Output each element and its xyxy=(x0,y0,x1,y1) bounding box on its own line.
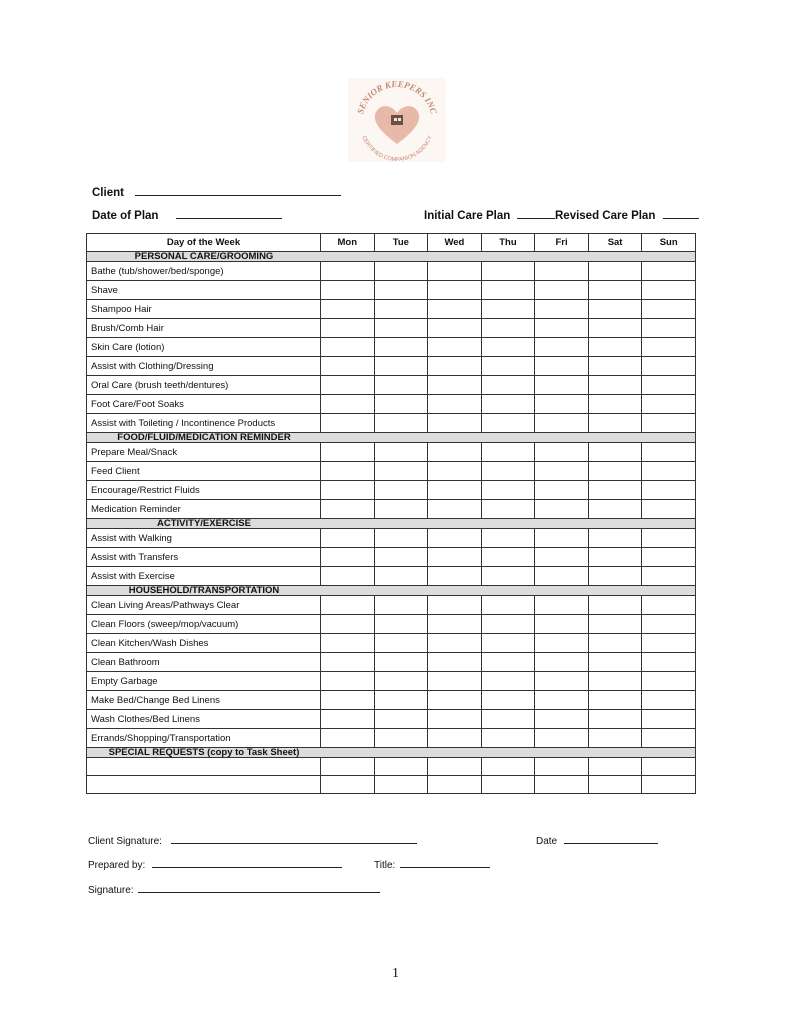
table-row xyxy=(87,672,696,691)
day-checkbox-cell[interactable] xyxy=(642,395,696,414)
day-checkbox-cell[interactable] xyxy=(642,443,696,462)
day-checkbox-cell[interactable] xyxy=(321,596,375,615)
day-checkbox-cell[interactable] xyxy=(374,672,428,691)
table-header-row xyxy=(87,234,696,252)
day-checkbox-cell[interactable] xyxy=(642,596,696,615)
day-checkbox-cell[interactable] xyxy=(428,529,482,548)
day-checkbox-cell[interactable] xyxy=(481,357,535,376)
day-checkbox-cell[interactable] xyxy=(642,338,696,357)
task-label: Assist with Exercise xyxy=(87,567,321,586)
day-checkbox-cell[interactable] xyxy=(321,462,375,481)
table-row xyxy=(87,758,696,776)
day-checkbox-cell[interactable] xyxy=(481,729,535,748)
table-row xyxy=(87,548,696,567)
prepared-by-line[interactable] xyxy=(152,856,342,868)
day-checkbox-cell[interactable] xyxy=(428,319,482,338)
special-request-cell[interactable] xyxy=(87,758,321,776)
day-checkbox-cell[interactable] xyxy=(428,653,482,672)
day-checkbox-cell[interactable] xyxy=(428,395,482,414)
table-row xyxy=(87,338,696,357)
day-checkbox-cell[interactable] xyxy=(428,262,482,281)
day-checkbox-cell[interactable] xyxy=(374,615,428,634)
day-checkbox-cell[interactable] xyxy=(374,710,428,729)
day-checkbox-cell[interactable] xyxy=(535,443,589,462)
day-checkbox-cell[interactable] xyxy=(535,281,589,300)
day-checkbox-cell[interactable] xyxy=(481,653,535,672)
signature-label: Signature: xyxy=(88,885,134,896)
day-checkbox-cell[interactable] xyxy=(642,758,696,776)
day-checkbox-cell[interactable] xyxy=(535,357,589,376)
day-checkbox-cell[interactable] xyxy=(321,300,375,319)
table-row xyxy=(87,319,696,338)
day-checkbox-cell[interactable] xyxy=(588,710,642,729)
day-checkbox-cell[interactable] xyxy=(588,758,642,776)
table-row xyxy=(87,414,696,433)
day-checkbox-cell[interactable] xyxy=(535,729,589,748)
day-checkbox-cell[interactable] xyxy=(374,653,428,672)
day-checkbox-cell[interactable] xyxy=(481,596,535,615)
day-checkbox-cell[interactable] xyxy=(588,338,642,357)
day-checkbox-cell[interactable] xyxy=(642,653,696,672)
day-checkbox-cell[interactable] xyxy=(374,481,428,500)
date-of-plan-label: Date of Plan xyxy=(92,210,159,222)
day-checkbox-cell[interactable] xyxy=(428,758,482,776)
day-checkbox-cell[interactable] xyxy=(588,615,642,634)
day-checkbox-cell[interactable] xyxy=(374,443,428,462)
day-checkbox-cell[interactable] xyxy=(642,634,696,653)
day-checkbox-cell[interactable] xyxy=(535,776,589,794)
date-label: Date xyxy=(536,836,558,847)
task-label: Assist with Toileting / Incontinence Products xyxy=(87,414,321,433)
day-checkbox-cell[interactable] xyxy=(481,443,535,462)
task-label: Assist with Walking xyxy=(87,529,321,548)
day-checkbox-cell[interactable] xyxy=(642,776,696,794)
day-checkbox-cell[interactable] xyxy=(535,319,589,338)
day-checkbox-cell[interactable] xyxy=(481,567,535,586)
day-checkbox-cell[interactable] xyxy=(481,395,535,414)
prepared-by-field[interactable] xyxy=(88,856,342,871)
day-checkbox-cell[interactable] xyxy=(588,596,642,615)
day-checkbox-cell[interactable] xyxy=(321,262,375,281)
day-checkbox-cell[interactable] xyxy=(535,710,589,729)
table-row xyxy=(87,529,696,548)
day-checkbox-cell[interactable] xyxy=(481,481,535,500)
day-checkbox-cell[interactable] xyxy=(428,300,482,319)
day-checkbox-cell[interactable] xyxy=(535,500,589,519)
care-plan-table xyxy=(86,233,696,794)
day-checkbox-cell[interactable] xyxy=(588,548,642,567)
day-checkbox-cell[interactable] xyxy=(374,776,428,794)
day-checkbox-cell[interactable] xyxy=(481,462,535,481)
table-row xyxy=(87,262,696,281)
day-checkbox-cell[interactable] xyxy=(428,634,482,653)
title-label: Title: xyxy=(374,860,396,871)
section-title: SPECIAL REQUESTS (copy to Task Sheet) xyxy=(108,747,300,758)
table-row xyxy=(87,443,696,462)
task-label: Medication Reminder xyxy=(87,500,321,519)
day-checkbox-cell[interactable] xyxy=(374,300,428,319)
day-checkbox-cell[interactable] xyxy=(481,338,535,357)
day-checkbox-cell[interactable] xyxy=(588,776,642,794)
day-checkbox-cell[interactable] xyxy=(374,462,428,481)
day-checkbox-cell[interactable] xyxy=(321,710,375,729)
header-thu: Thu xyxy=(481,234,535,252)
task-label: Shampoo Hair xyxy=(87,300,321,319)
day-checkbox-cell[interactable] xyxy=(428,710,482,729)
day-checkbox-cell[interactable] xyxy=(481,691,535,710)
table-row xyxy=(87,395,696,414)
day-checkbox-cell[interactable] xyxy=(588,481,642,500)
day-checkbox-cell[interactable] xyxy=(535,529,589,548)
title-field[interactable] xyxy=(374,856,490,871)
day-checkbox-cell[interactable] xyxy=(588,357,642,376)
day-checkbox-cell[interactable] xyxy=(374,758,428,776)
section-title: FOOD/FLUID/MEDICATION REMINDER xyxy=(117,432,291,443)
day-checkbox-cell[interactable] xyxy=(588,529,642,548)
day-checkbox-cell[interactable] xyxy=(588,634,642,653)
initial-care-plan-line[interactable] xyxy=(517,207,555,219)
day-checkbox-cell[interactable] xyxy=(321,634,375,653)
special-request-cell[interactable] xyxy=(87,776,321,794)
table-row xyxy=(87,281,696,300)
revised-care-plan-line[interactable] xyxy=(663,207,699,219)
day-checkbox-cell[interactable] xyxy=(428,500,482,519)
client-label: Client xyxy=(92,187,124,199)
day-checkbox-cell[interactable] xyxy=(481,376,535,395)
day-checkbox-cell[interactable] xyxy=(535,691,589,710)
task-label: Empty Garbage xyxy=(87,672,321,691)
day-checkbox-cell[interactable] xyxy=(481,319,535,338)
day-checkbox-cell[interactable] xyxy=(374,529,428,548)
task-label: Wash Clothes/Bed Linens xyxy=(87,710,321,729)
task-label: Oral Care (brush teeth/dentures) xyxy=(87,376,321,395)
section-title: PERSONAL CARE/GROOMING xyxy=(134,251,274,262)
day-checkbox-cell[interactable] xyxy=(535,672,589,691)
section-title: ACTIVITY/EXERCISE xyxy=(157,518,251,529)
task-label: Make Bed/Change Bed Linens xyxy=(87,691,321,710)
client-line[interactable] xyxy=(135,184,341,196)
day-checkbox-cell[interactable] xyxy=(588,414,642,433)
day-checkbox-cell[interactable] xyxy=(535,615,589,634)
task-label: Prepare Meal/Snack xyxy=(87,443,321,462)
task-label: Skin Care (lotion) xyxy=(87,338,321,357)
day-checkbox-cell[interactable] xyxy=(428,615,482,634)
day-checkbox-cell[interactable] xyxy=(642,462,696,481)
table-row xyxy=(87,376,696,395)
day-checkbox-cell[interactable] xyxy=(428,548,482,567)
client-signature-field[interactable] xyxy=(88,832,417,847)
date-line[interactable] xyxy=(564,832,658,844)
day-checkbox-cell[interactable] xyxy=(588,500,642,519)
day-checkbox-cell[interactable] xyxy=(321,443,375,462)
day-checkbox-cell[interactable] xyxy=(481,262,535,281)
section-header-row xyxy=(87,252,696,262)
day-checkbox-cell[interactable] xyxy=(642,548,696,567)
day-checkbox-cell[interactable] xyxy=(374,548,428,567)
day-checkbox-cell[interactable] xyxy=(321,414,375,433)
task-label: Clean Floors (sweep/mop/vacuum) xyxy=(87,615,321,634)
task-label: Errands/Shopping/Transportation xyxy=(87,729,321,748)
day-checkbox-cell[interactable] xyxy=(428,596,482,615)
day-checkbox-cell[interactable] xyxy=(428,443,482,462)
day-checkbox-cell[interactable] xyxy=(321,529,375,548)
client-field[interactable] xyxy=(92,184,341,199)
day-checkbox-cell[interactable] xyxy=(535,376,589,395)
table-row xyxy=(87,653,696,672)
section-header-row xyxy=(87,748,696,758)
day-checkbox-cell[interactable] xyxy=(588,281,642,300)
section-title: HOUSEHOLD/TRANSPORTATION xyxy=(128,585,280,596)
table-row xyxy=(87,500,696,519)
day-checkbox-cell[interactable] xyxy=(642,319,696,338)
header-tue: Tue xyxy=(374,234,428,252)
section-header-row xyxy=(87,433,696,443)
task-label: Assist with Transfers xyxy=(87,548,321,567)
day-checkbox-cell[interactable] xyxy=(642,376,696,395)
day-checkbox-cell[interactable] xyxy=(481,672,535,691)
day-checkbox-cell[interactable] xyxy=(428,414,482,433)
day-checkbox-cell[interactable] xyxy=(535,653,589,672)
day-checkbox-cell[interactable] xyxy=(321,319,375,338)
task-label: Clean Kitchen/Wash Dishes xyxy=(87,634,321,653)
header-wed: Wed xyxy=(428,234,482,252)
day-checkbox-cell[interactable] xyxy=(374,357,428,376)
task-label: Foot Care/Foot Soaks xyxy=(87,395,321,414)
title-line[interactable] xyxy=(400,856,490,868)
table-row xyxy=(87,596,696,615)
revised-care-plan-label: Revised Care Plan xyxy=(555,210,656,222)
day-checkbox-cell[interactable] xyxy=(374,281,428,300)
initial-care-plan-label: Initial Care Plan xyxy=(424,210,511,222)
day-checkbox-cell[interactable] xyxy=(374,691,428,710)
day-checkbox-cell[interactable] xyxy=(374,319,428,338)
date-of-plan-line[interactable] xyxy=(176,207,282,219)
day-checkbox-cell[interactable] xyxy=(535,262,589,281)
day-checkbox-cell[interactable] xyxy=(481,414,535,433)
day-checkbox-cell[interactable] xyxy=(374,414,428,433)
client-signature-line[interactable] xyxy=(171,832,417,844)
day-checkbox-cell[interactable] xyxy=(374,338,428,357)
day-checkbox-cell[interactable] xyxy=(481,758,535,776)
day-checkbox-cell[interactable] xyxy=(642,529,696,548)
day-checkbox-cell[interactable] xyxy=(642,729,696,748)
table-row xyxy=(87,776,696,794)
day-checkbox-cell[interactable] xyxy=(588,319,642,338)
task-label: Assist with Clothing/Dressing xyxy=(87,357,321,376)
day-checkbox-cell[interactable] xyxy=(535,567,589,586)
day-checkbox-cell[interactable] xyxy=(481,710,535,729)
table-row xyxy=(87,710,696,729)
day-checkbox-cell[interactable] xyxy=(642,281,696,300)
day-checkbox-cell[interactable] xyxy=(481,548,535,567)
revised-care-plan-field[interactable] xyxy=(555,207,699,222)
day-checkbox-cell[interactable] xyxy=(535,634,589,653)
day-checkbox-cell[interactable] xyxy=(428,338,482,357)
day-checkbox-cell[interactable] xyxy=(588,300,642,319)
day-checkbox-cell[interactable] xyxy=(642,500,696,519)
table-row xyxy=(87,729,696,748)
day-checkbox-cell[interactable] xyxy=(374,634,428,653)
day-checkbox-cell[interactable] xyxy=(321,500,375,519)
section-header-row xyxy=(87,586,696,596)
day-checkbox-cell[interactable] xyxy=(481,776,535,794)
day-checkbox-cell[interactable] xyxy=(642,300,696,319)
day-checkbox-cell[interactable] xyxy=(321,729,375,748)
day-checkbox-cell[interactable] xyxy=(481,500,535,519)
day-checkbox-cell[interactable] xyxy=(642,481,696,500)
day-checkbox-cell[interactable] xyxy=(374,729,428,748)
day-checkbox-cell[interactable] xyxy=(642,691,696,710)
day-checkbox-cell[interactable] xyxy=(321,567,375,586)
day-checkbox-cell[interactable] xyxy=(588,462,642,481)
day-checkbox-cell[interactable] xyxy=(481,634,535,653)
day-checkbox-cell[interactable] xyxy=(588,262,642,281)
day-checkbox-cell[interactable] xyxy=(374,567,428,586)
day-checkbox-cell[interactable] xyxy=(321,338,375,357)
day-checkbox-cell[interactable] xyxy=(321,615,375,634)
day-checkbox-cell[interactable] xyxy=(535,395,589,414)
day-checkbox-cell[interactable] xyxy=(321,691,375,710)
day-checkbox-cell[interactable] xyxy=(481,529,535,548)
header-mon: Mon xyxy=(321,234,375,252)
day-checkbox-cell[interactable] xyxy=(428,567,482,586)
company-logo xyxy=(348,78,446,162)
day-checkbox-cell[interactable] xyxy=(642,262,696,281)
task-label: Shave xyxy=(87,281,321,300)
day-checkbox-cell[interactable] xyxy=(588,567,642,586)
table-row xyxy=(87,691,696,710)
section-header-row xyxy=(87,519,696,529)
day-checkbox-cell[interactable] xyxy=(374,262,428,281)
logo-bottom-text: CERTIFIED COMPANION AGENCY xyxy=(360,135,434,162)
day-checkbox-cell[interactable] xyxy=(428,672,482,691)
day-checkbox-cell[interactable] xyxy=(642,357,696,376)
signature-field[interactable] xyxy=(88,881,380,896)
day-checkbox-cell[interactable] xyxy=(321,481,375,500)
day-checkbox-cell[interactable] xyxy=(481,281,535,300)
table-row xyxy=(87,481,696,500)
day-checkbox-cell[interactable] xyxy=(428,376,482,395)
table-row xyxy=(87,357,696,376)
task-label: Feed Client xyxy=(87,462,321,481)
day-checkbox-cell[interactable] xyxy=(428,729,482,748)
day-checkbox-cell[interactable] xyxy=(321,357,375,376)
day-checkbox-cell[interactable] xyxy=(321,653,375,672)
task-label: Encourage/Restrict Fluids xyxy=(87,481,321,500)
day-checkbox-cell[interactable] xyxy=(321,395,375,414)
logo-top-text: SENIOR KEEPERS INC xyxy=(355,78,439,116)
day-checkbox-cell[interactable] xyxy=(374,376,428,395)
day-checkbox-cell[interactable] xyxy=(642,615,696,634)
day-checkbox-cell[interactable] xyxy=(588,729,642,748)
day-checkbox-cell[interactable] xyxy=(588,672,642,691)
task-label: Clean Living Areas/Pathways Clear xyxy=(87,596,321,615)
day-checkbox-cell[interactable] xyxy=(535,338,589,357)
task-label: Brush/Comb Hair xyxy=(87,319,321,338)
header-sat: Sat xyxy=(588,234,642,252)
day-checkbox-cell[interactable] xyxy=(481,300,535,319)
signature-line[interactable] xyxy=(138,881,380,893)
day-checkbox-cell[interactable] xyxy=(588,653,642,672)
day-checkbox-cell[interactable] xyxy=(642,672,696,691)
day-checkbox-cell[interactable] xyxy=(428,357,482,376)
day-checkbox-cell[interactable] xyxy=(428,481,482,500)
day-checkbox-cell[interactable] xyxy=(374,596,428,615)
day-checkbox-cell[interactable] xyxy=(428,776,482,794)
day-checkbox-cell[interactable] xyxy=(588,395,642,414)
day-checkbox-cell[interactable] xyxy=(321,758,375,776)
day-checkbox-cell[interactable] xyxy=(535,481,589,500)
day-checkbox-cell[interactable] xyxy=(321,776,375,794)
day-checkbox-cell[interactable] xyxy=(535,462,589,481)
day-checkbox-cell[interactable] xyxy=(428,691,482,710)
day-checkbox-cell[interactable] xyxy=(535,758,589,776)
header-day-of-week: Day of the Week xyxy=(87,234,321,252)
day-checkbox-cell[interactable] xyxy=(321,548,375,567)
date-of-plan-field[interactable] xyxy=(92,207,282,222)
table-row xyxy=(87,462,696,481)
day-checkbox-cell[interactable] xyxy=(535,596,589,615)
prepared-by-label: Prepared by: xyxy=(88,860,146,871)
day-checkbox-cell[interactable] xyxy=(588,376,642,395)
initial-care-plan-field[interactable] xyxy=(424,207,555,222)
table-row xyxy=(87,634,696,653)
header-sun: Sun xyxy=(642,234,696,252)
day-checkbox-cell[interactable] xyxy=(321,376,375,395)
day-checkbox-cell[interactable] xyxy=(481,615,535,634)
header-fri: Fri xyxy=(535,234,589,252)
task-label: Bathe (tub/shower/bed/sponge) xyxy=(87,262,321,281)
day-checkbox-cell[interactable] xyxy=(428,281,482,300)
day-checkbox-cell[interactable] xyxy=(642,414,696,433)
page-number: 1 xyxy=(392,966,399,981)
date-field[interactable] xyxy=(536,832,658,847)
day-checkbox-cell[interactable] xyxy=(588,691,642,710)
day-checkbox-cell[interactable] xyxy=(321,281,375,300)
client-signature-label: Client Signature: xyxy=(88,836,162,847)
task-label: Clean Bathroom xyxy=(87,653,321,672)
day-checkbox-cell[interactable] xyxy=(374,500,428,519)
table-row xyxy=(87,567,696,586)
day-checkbox-cell[interactable] xyxy=(535,300,589,319)
table-row xyxy=(87,615,696,634)
day-checkbox-cell[interactable] xyxy=(642,567,696,586)
day-checkbox-cell[interactable] xyxy=(321,672,375,691)
day-checkbox-cell[interactable] xyxy=(428,462,482,481)
day-checkbox-cell[interactable] xyxy=(588,443,642,462)
day-checkbox-cell[interactable] xyxy=(535,414,589,433)
day-checkbox-cell[interactable] xyxy=(535,548,589,567)
day-checkbox-cell[interactable] xyxy=(374,395,428,414)
table-row xyxy=(87,300,696,319)
day-checkbox-cell[interactable] xyxy=(642,710,696,729)
